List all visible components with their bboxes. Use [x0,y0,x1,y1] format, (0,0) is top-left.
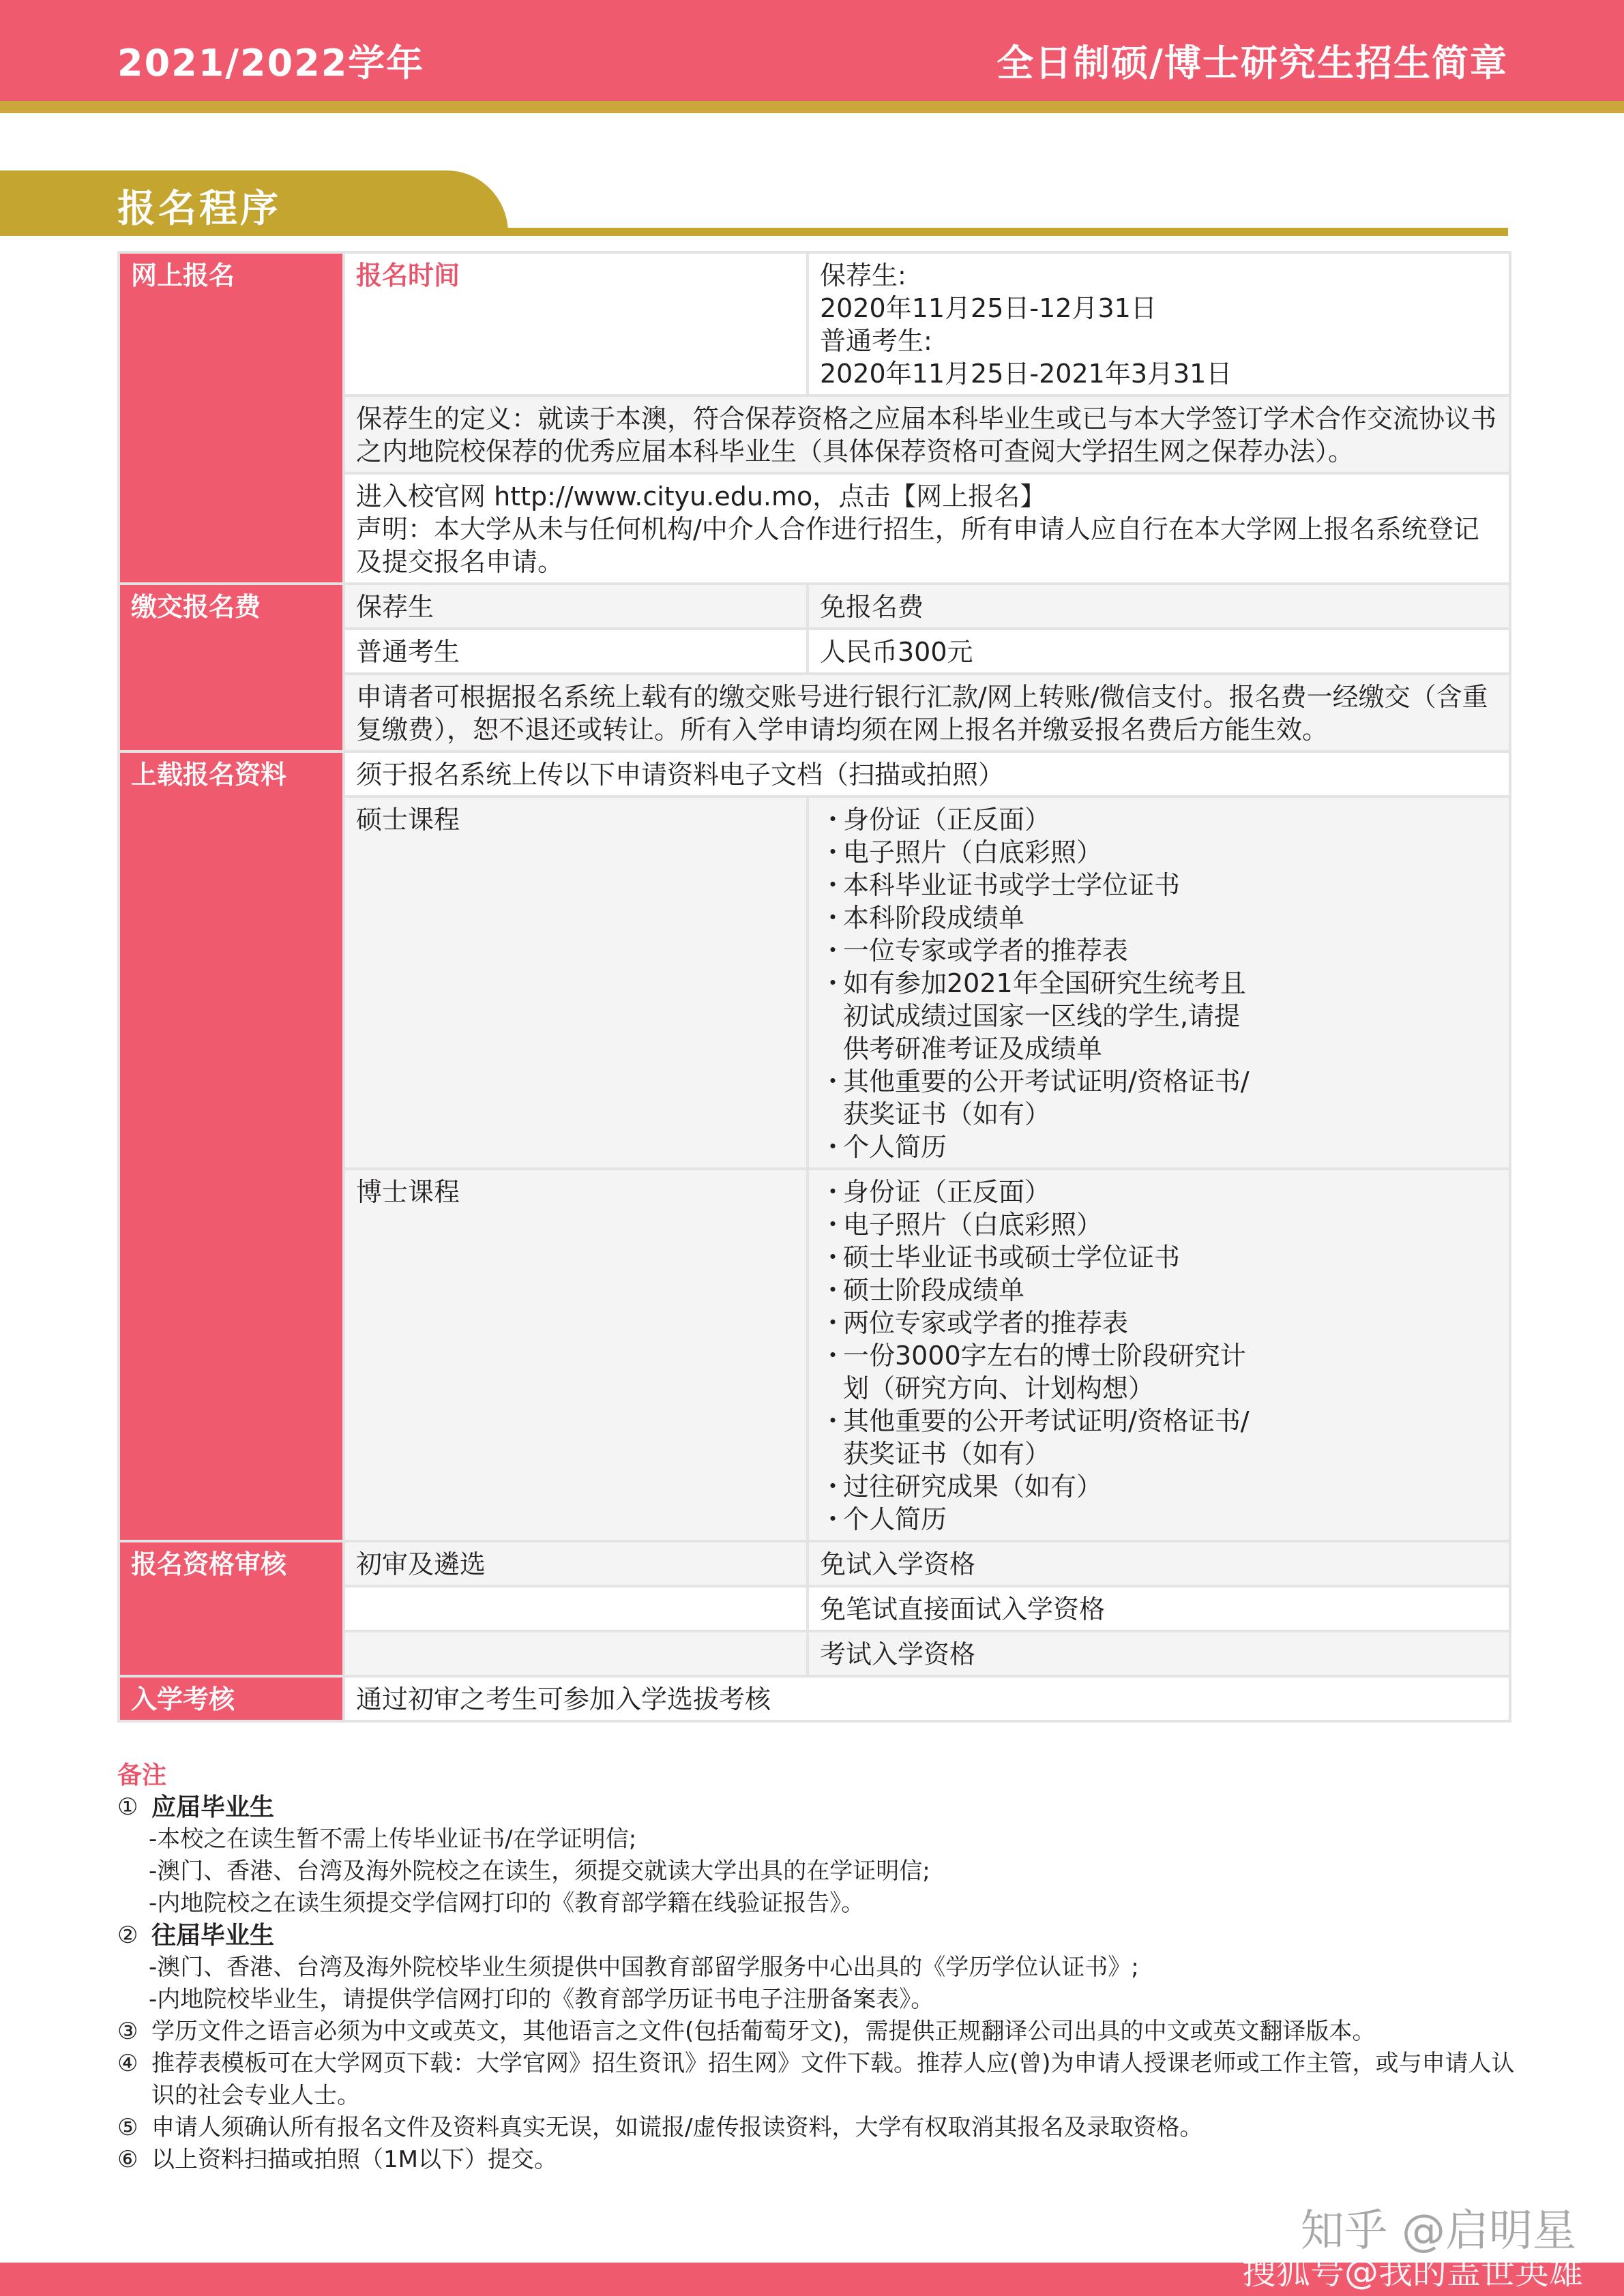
category-exam: 入学考核 [119,1676,344,1721]
time-line: 普通考生: [820,326,932,356]
fee-amount: 人民币300元 [808,629,1510,674]
list-item: ・ 一位专家或学者的推荐表 [820,934,1498,967]
list-item: ・ 身份证（正反面） [820,1176,1498,1208]
list-item: ・ 两位专家或学者的推荐表 [820,1307,1498,1339]
sohu-watermark: 搜狐号@我的盖世英雄 [1242,2252,1583,2292]
review-outcome: 免试入学资格 [808,1541,1510,1586]
list-item: ・ 其他重要的公开考试证明/资格证书/获奖证书（如有） [820,1405,1266,1470]
note-sub-item: -内地院校毕业生，请提供学信网打印的《教育部学历证书电子注册备案表》。 [149,1986,934,2013]
review-outcome: 考试入学资格 [808,1631,1510,1676]
time-values [808,252,1510,396]
note-number: ① [117,1793,138,1821]
master-docs [808,796,1510,1169]
table-row [119,1676,1510,1721]
header-gold-stripe [0,101,1624,113]
note-number: ④ [117,2050,138,2077]
review-stage-empty [344,1631,808,1676]
note-number: ③ [117,2018,138,2045]
section-title: 报名程序 [117,187,281,231]
fee-type: 保荐生 [344,584,808,629]
website-line: 进入校官网 http://www.cityu.edu.mo，点击【网上报名】 [356,481,1046,511]
fee-type: 普通考生 [344,629,808,674]
list-item: ・ 一份3000字左右的博士阶段研究计划（研究方向、计划构想） [820,1339,1266,1405]
note-heading: 往届毕业生 [151,1922,275,1950]
time-line: 保荐生: [820,260,906,290]
note-text: 申请人须确认所有报名文件及资料真实无误，如谎报/虚传报读资料，大学有权取消其报名及录取资格。 [151,2114,1203,2141]
statement: 声明：本大学从未与任何机构/中介人合作进行招生，所有申请人应自行在本大学网上报名系统登记及提交报名申请。 [356,514,1479,577]
list-item: ・ 电子照片（白底彩照） [820,1208,1498,1241]
master-label: 硕士课程 [344,796,808,1169]
list-item: ・ 硕士毕业证书或硕士学位证书 [820,1241,1498,1274]
list-item: ・ 个人简历 [820,1503,1498,1536]
note-item [117,2016,1516,2048]
category-upload: 上载报名资料 [119,751,344,1541]
category-review: 报名资格审核 [119,1541,344,1676]
note-sub-item: -内地院校之在读生须提交学信网打印的《教育部学籍在线验证报告》。 [149,1890,865,1917]
category-fee: 缴交报名费 [119,584,344,751]
note-number: ⑥ [117,2146,138,2173]
list-item: ・ 本科毕业证书或学士学位证书 [820,869,1498,901]
note-text: 学历文件之语言必须为中文或英文，其他语言之文件(包括葡萄牙文)，需提供正规翻译公司出具的中文或英文翻译版本。 [151,2018,1376,2045]
phd-label: 博士课程 [344,1169,808,1541]
note-item [117,2112,1516,2144]
note-heading: 应届毕业生 [151,1793,275,1821]
review-outcome: 免笔试直接面试入学资格 [808,1586,1510,1631]
time-label [344,252,808,396]
table-row [119,584,1510,629]
time-line: 2020年11月25日-2021年3月31日 [820,359,1232,389]
list-item: ・ 电子照片（白底彩照） [820,836,1498,869]
academic-year: 2021/2022学年 [117,42,425,85]
time-line: 2020年11月25日-12月31日 [820,293,1157,323]
recommend-definition: 保荐生的定义：就读于本澳，符合保荐资格之应届本科毕业生或已与本大学签订学术合作交流协议书之内地院校保荐的优秀应届本科毕业生（具体保荐资格可查阅大学招生网之保荐办法）。 [344,396,1510,473]
note-sub-item: -澳门、香港、台湾及海外院校之在读生，须提交就读大学出具的在学证明信; [149,1858,930,1885]
list-item: ・ 如有参加2021年全国研究生统考且初试成绩过国家一区线的学生,请提供考研准考证及成绩单 [820,967,1266,1065]
list-item: ・ 个人简历 [820,1131,1498,1163]
notes-section [117,1759,1516,2176]
note-sub-item: -本校之在读生暂不需上传毕业证书/在学证明信; [149,1825,637,1853]
exam-text: 通过初审之考生可参加入学选拔考核 [344,1676,1510,1721]
note-item [117,2048,1516,2112]
fee-amount: 免报名费 [808,584,1510,629]
table-row [119,751,1510,796]
table-row [119,252,1510,396]
notes-title: 备注 [117,1761,167,1789]
list-item: ・ 硕士阶段成绩单 [820,1274,1498,1307]
list-item: ・ 身份证（正反面） [820,803,1498,836]
table-row [119,1541,1510,1586]
note-text: 以上资料扫描或拍照（1M以下）提交。 [151,2146,557,2173]
fee-note: 申请者可根据报名系统上载有的缴交账号进行银行汇款/网上转账/微信支付。报名费一经缴交（含重复缴费），恕不退还或转让。所有入学申请均须在网上报名并缴妥报名费后方能生效。 [344,674,1510,751]
time-label-text: 报名时间 [356,260,460,290]
category-online: 网上报名 [119,252,344,584]
review-stage: 初审及遴选 [344,1541,808,1586]
procedure-table [117,251,1511,1723]
note-item [117,1920,1516,1952]
zhihu-watermark: 知乎 @启明星 [1300,2206,1576,2256]
note-text: 推荐表模板可在大学网页下载：大学官网》招生资讯》招生网》文件下载。推荐人应(曾)为申请人授课老师或工作主管，或与申请人认识的社会专业人士。 [151,2050,1515,2109]
phd-doc-list [820,1176,1498,1536]
note-number: ⑤ [117,2114,138,2141]
upload-intro: 须于报名系统上传以下申请资料电子文档（扫描或拍照） [344,751,1510,796]
master-doc-list [820,803,1498,1163]
list-item: ・ 本科阶段成绩单 [820,901,1498,934]
brochure-title: 全日制硕/博士研究生招生简章 [996,42,1508,85]
list-item: ・ 过往研究成果（如有） [820,1470,1498,1503]
website-info [344,473,1510,584]
list-item: ・ 其他重要的公开考试证明/资格证书/获奖证书（如有） [820,1065,1266,1131]
note-item [117,1791,1516,1823]
note-sub-item: -澳门、香港、台湾及海外院校毕业生须提供中国教育部留学服务中心出具的《学历学位认证书》; [149,1954,1139,1981]
note-number: ② [117,1922,138,1949]
note-item [117,2144,1516,2176]
review-stage-empty [344,1586,808,1631]
phd-docs [808,1169,1510,1541]
